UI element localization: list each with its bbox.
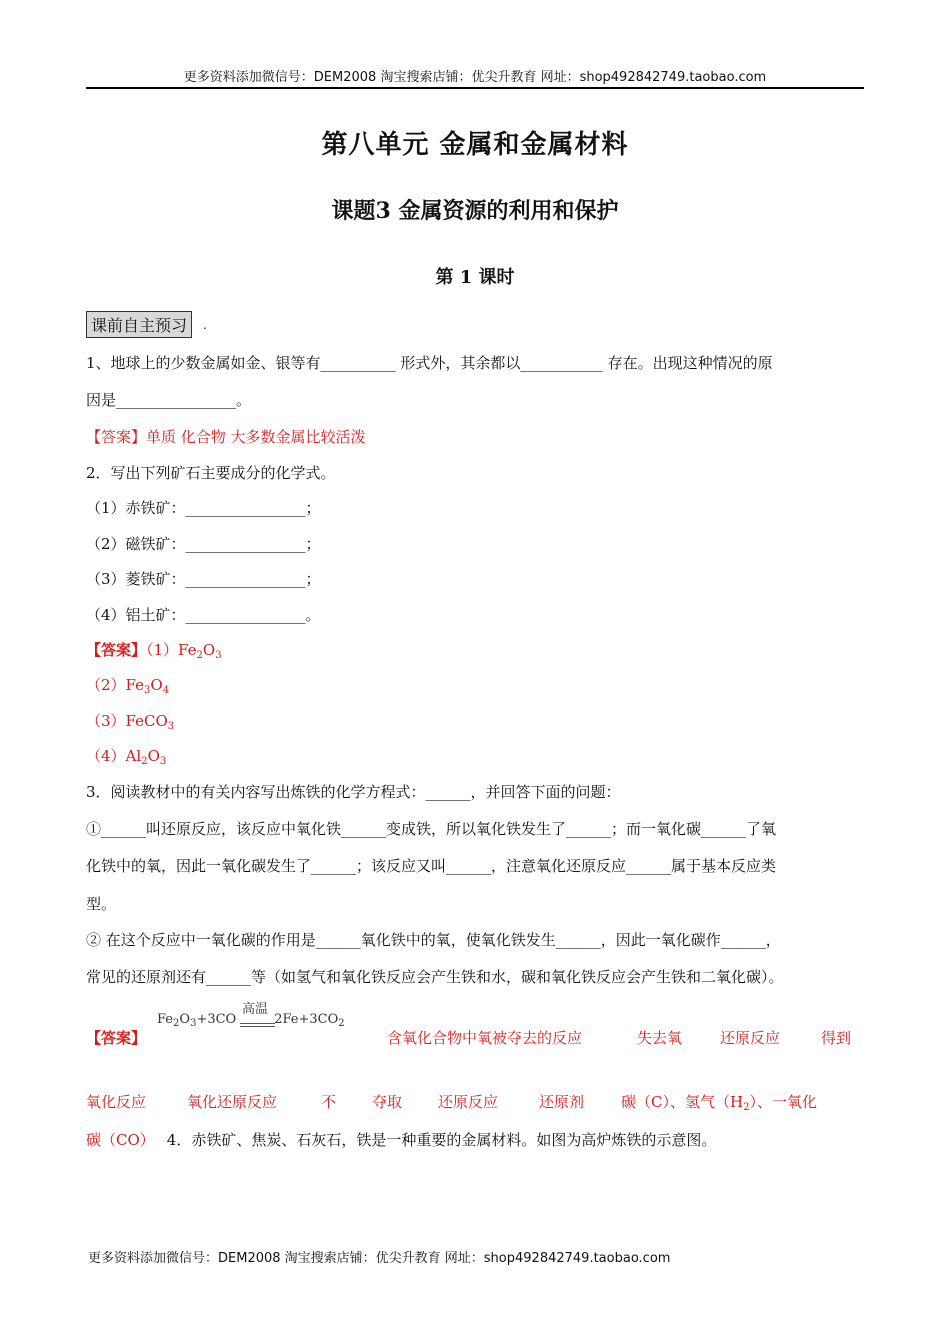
q3-answer-label: 【答案】	[86, 1029, 147, 1047]
q3-p2-line1: ② 在这个反应中一氧化碳的作用是______氧化铁中的氧，使氧化铁发生______，因此一氧化碳作______，	[86, 931, 781, 949]
q3-q4-line	[86, 1129, 716, 1150]
q3-p1-line1: ①______叫还原反应，该反应中氧化铁______变成铁，所以氧化铁发生了______；而一氧化碳______了氧	[86, 820, 777, 838]
q2-answer-1: 【答案】$(1)Fe_2O_3$	[86, 641, 222, 661]
q2-stem: 2．写出下列矿石主要成分的化学式。	[86, 464, 336, 482]
q3-answer-2e: 还原反应	[438, 1093, 499, 1111]
q2-answer-3: （3）FeCO$_3$	[86, 712, 175, 732]
q3-answer-2f: 还原剂	[539, 1093, 585, 1111]
q2-item: （1）赤铁矿：________________；	[86, 499, 321, 517]
equation-condition: 高温	[242, 1002, 269, 1017]
q1-answer: 【答案】单质 化合物 大多数金属比较活泼	[86, 428, 366, 446]
q3-answer-2g: 碳（C）、氢气$(H_2)$、一氧化	[621, 1093, 817, 1113]
q3-answer-1d: 得到	[821, 1029, 852, 1047]
period-title: 第 1 课时	[435, 267, 515, 288]
q3-answer-2b: 氧化还原反应	[187, 1093, 278, 1111]
q2-item: （4）铝土矿：________________。	[86, 606, 321, 624]
q2-answer-4: $(4)Al_2O_3$	[86, 747, 167, 767]
q3-answer-1c: 还原反应	[720, 1029, 781, 1047]
q2-answer-2: $(2)Fe_3O_4$	[86, 676, 170, 696]
section-dot: .	[203, 318, 207, 332]
q3-answer-2a: 氧化反应	[86, 1093, 147, 1111]
page-header: 更多资料添加微信号：DEM2008 淘宝搜索店铺：优尖升教育 网址：shop492842749.taobao.com	[183, 70, 767, 85]
q1-line1: 1、地球上的少数金属如金、银等有__________ 形式外，其余都以___________ 存在。出现这种情况的原	[86, 354, 773, 372]
q3-stem: 3．阅读教材中的有关内容写出炼铁的化学方程式：______，并回答下面的问题：	[86, 783, 621, 801]
q3-p2-line2: 常见的还原剂还有______等（如氢气和氧化铁反应会产生铁和水，碳和氧化铁反应会产生铁和二氧化碳）。	[86, 968, 784, 986]
q2-item: （2）磁铁矿：________________；	[86, 535, 321, 553]
q3-answer-2c: 不	[321, 1093, 337, 1111]
q3-answer-3: 碳（CO）	[86, 1131, 155, 1149]
q3-answer-1a: 含氧化合物中氧被夺去的反应	[387, 1029, 583, 1047]
page-footer: 更多资料添加微信号：DEM2008 淘宝搜索店铺：优尖升教育 网址：shop492842749.taobao.com	[88, 1251, 671, 1266]
q2-item: （3）菱铁矿：________________；	[86, 570, 321, 588]
section-label: 课前自主预习	[86, 311, 192, 338]
q4-stem: 4．赤铁矿、焦炭、石灰石，铁是一种重要的金属材料。如图为高炉炼铁的示意图。	[166, 1131, 717, 1149]
answer-label: 【答案】	[86, 641, 147, 659]
q3-equation: $Fe_2O_3+3CO$ $2Fe+3CO_2$ 高温	[157, 1012, 345, 1029]
q1-line2: 因是________________。	[86, 391, 252, 409]
q3-answer-2d: 夺取	[372, 1093, 403, 1111]
unit-title: 第八单元 金属和金属材料	[321, 130, 629, 160]
q3-p1-line2: 化铁中的氧，因此一氧化碳发生了______；该反应又叫______，注意氧化还原反应______属于基本反应类	[86, 857, 777, 875]
header-rule	[86, 87, 864, 89]
lesson-title: 课题3 金属资源的利用和保护	[331, 198, 619, 224]
equation-bar	[240, 1023, 275, 1027]
q3-answer-1b: 失去氧	[637, 1029, 683, 1047]
q3-p1-line3: 型。	[86, 895, 117, 913]
